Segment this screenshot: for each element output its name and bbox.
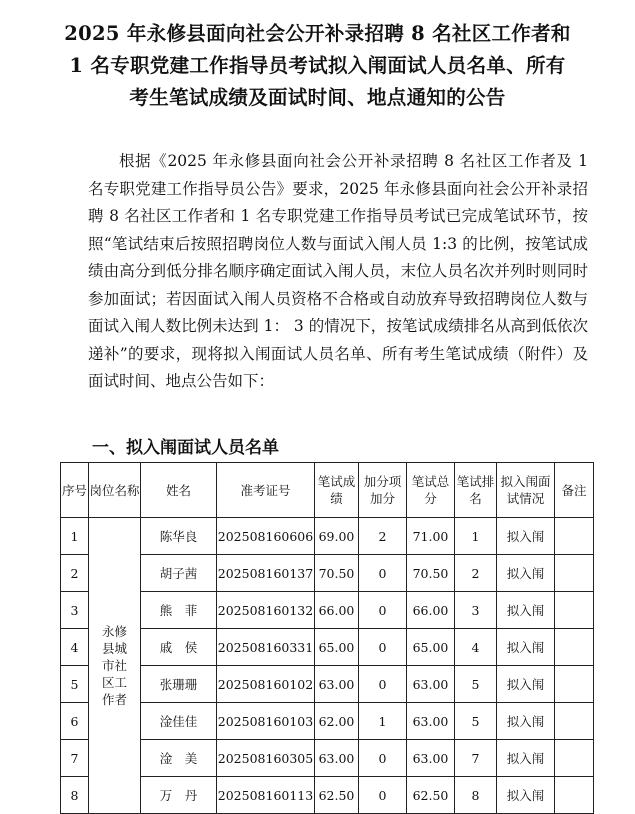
cell-bonus: 2 [359,518,407,555]
body-paragraph: 根据《2025 年永修县面向社会公开补录招聘 8 名社区工作者及 1 名专职党建工作指导员公告》要求，2025 年永修县面向社会公开补录招聘 8 名社区工作者和 1 名专职党建工作指导员考试已完成笔试环节，按照“笔试结束后按照招聘岗位人数与面试入闱人员 1:3 的比例，按笔试成绩由高分到低分排名顺序确定面试入闱人员，末位人员名次并列时则同时参加面试；若因面试入闱人员资格不合格或自动放弃导致招聘岗位人数与面试入闱人数比例未达到 1： 3 的情况下，按笔试成绩排名从高到低依次递补”的要求，现将拟入闱面试人员名单、所有考生笔试成绩（附件）及面试时间、地点公告如下： [88,152,588,390]
table-row [61,629,594,666]
header-ticket: 准考证号 [217,463,315,518]
cell-name: 胡子茜 [141,555,217,592]
cell-name: 淦佳佳 [141,703,217,740]
cell-bonus: 1 [359,703,407,740]
cell-bonus: 0 [359,740,407,777]
cell-ticket: 202508160606 [217,518,315,555]
header-bonus: 加分项加分 [359,463,407,518]
cell-seq: 5 [61,666,89,703]
cell-ticket: 202508160102 [217,666,315,703]
cell-name: 陈华良 [141,518,217,555]
cell-status: 拟入闱 [497,666,555,703]
cell-rank: 5 [455,666,497,703]
cell-name: 淦 美 [141,740,217,777]
cell-rank: 4 [455,629,497,666]
cell-written: 63.00 [315,666,359,703]
cell-written: 65.00 [315,629,359,666]
cell-bonus: 0 [359,629,407,666]
title-line-2: 1 名专职党建工作指导员考试拟入闱面试人员名单、所有 [69,54,566,77]
cell-remark [555,518,594,555]
cell-total: 62.50 [407,777,455,814]
cell-total: 63.00 [407,666,455,703]
table-row [61,777,594,814]
table-row [61,666,594,703]
cell-written: 63.00 [315,740,359,777]
cell-total: 63.00 [407,740,455,777]
body-text [88,148,588,396]
table-row [61,740,594,777]
cell-written: 66.00 [315,592,359,629]
cell-status: 拟入闱 [497,740,555,777]
cell-name: 万 丹 [141,777,217,814]
cell-remark [555,740,594,777]
cell-written: 70.50 [315,555,359,592]
cell-ticket: 202508160137 [217,555,315,592]
title-line-3: 考生笔试成绩及面试时间、地点通知的公告 [129,86,506,109]
cell-remark [555,555,594,592]
header-seq: 序号 [61,463,89,518]
cell-post-name [89,518,141,814]
cell-remark [555,703,594,740]
cell-rank: 5 [455,703,497,740]
cell-status: 拟入闱 [497,592,555,629]
cell-remark [555,629,594,666]
cell-bonus: 0 [359,555,407,592]
cell-seq: 8 [61,777,89,814]
table-row [61,518,594,555]
cell-rank: 1 [455,518,497,555]
cell-remark [555,666,594,703]
cell-total: 66.00 [407,592,455,629]
cell-ticket: 202508160331 [217,629,315,666]
cell-seq: 7 [61,740,89,777]
cell-status: 拟入闱 [497,777,555,814]
header-rank: 笔试排名 [455,463,497,518]
cell-bonus: 0 [359,592,407,629]
header-remark: 备注 [555,463,594,518]
header-post: 岗位名称 [89,463,141,518]
cell-ticket: 202508160103 [217,703,315,740]
cell-total: 71.00 [407,518,455,555]
cell-written: 62.50 [315,777,359,814]
cell-seq: 3 [61,592,89,629]
cell-seq: 4 [61,629,89,666]
cell-ticket: 202508160305 [217,740,315,777]
cell-rank: 8 [455,777,497,814]
title-line-1: 2025 年永修县面向社会公开补录招聘 8 名社区工作者和 [64,22,571,45]
header-written: 笔试成绩 [315,463,359,518]
cell-name: 熊 菲 [141,592,217,629]
cell-name: 张珊珊 [141,666,217,703]
header-name: 姓名 [141,463,217,518]
interview-candidates-table [60,462,594,814]
header-status: 拟入闱面试情况 [497,463,555,518]
cell-total: 63.00 [407,703,455,740]
cell-status: 拟入闱 [497,703,555,740]
cell-remark [555,777,594,814]
cell-total: 65.00 [407,629,455,666]
cell-total: 70.50 [407,555,455,592]
cell-written: 62.00 [315,703,359,740]
table-row [61,592,594,629]
cell-status: 拟入闱 [497,629,555,666]
cell-rank: 3 [455,592,497,629]
cell-ticket: 202508160113 [217,777,315,814]
cell-bonus: 0 [359,666,407,703]
header-total: 笔试总分 [407,463,455,518]
cell-bonus: 0 [359,777,407,814]
cell-seq: 1 [61,518,89,555]
cell-status: 拟入闱 [497,518,555,555]
cell-remark [555,592,594,629]
table-header-row [61,463,594,518]
document-title [40,18,595,114]
cell-rank: 7 [455,740,497,777]
cell-written: 69.00 [315,518,359,555]
post-name-text: 永修县城市社区工作者 [101,624,127,707]
table-row [61,703,594,740]
cell-ticket: 202508160132 [217,592,315,629]
cell-seq: 2 [61,555,89,592]
cell-name: 戚 侯 [141,629,217,666]
section-heading: 一、拟入闱面试人员名单 [92,438,279,458]
cell-status: 拟入闱 [497,555,555,592]
table-row [61,555,594,592]
cell-seq: 6 [61,703,89,740]
cell-rank: 2 [455,555,497,592]
